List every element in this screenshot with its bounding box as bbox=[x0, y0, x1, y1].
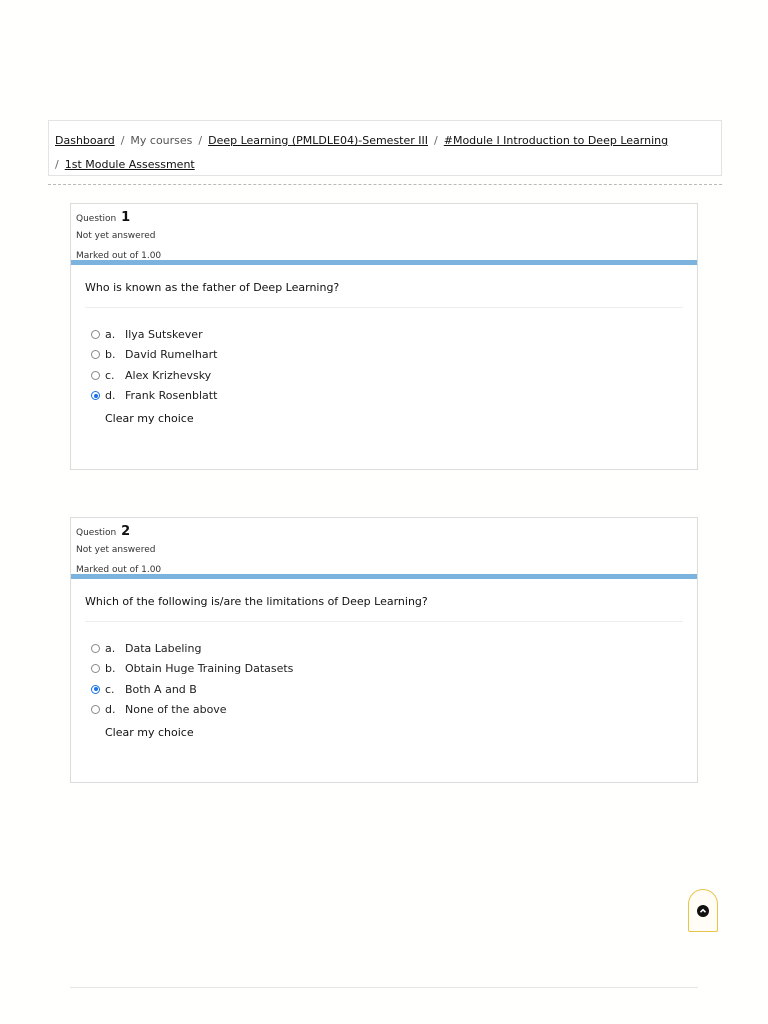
question-card-2 bbox=[70, 517, 698, 783]
answer-label: Obtain Huge Training Datasets bbox=[125, 662, 294, 676]
clear-choice-link[interactable]: Clear my choice bbox=[105, 412, 194, 425]
answer-list bbox=[85, 622, 683, 739]
question-number bbox=[76, 524, 697, 543]
question-state: Not yet answered bbox=[76, 545, 156, 555]
question-num: 1 bbox=[121, 210, 131, 225]
answer-label: None of the above bbox=[125, 703, 227, 717]
breadcrumb-separator: / bbox=[434, 134, 438, 147]
footer-divider bbox=[70, 987, 698, 988]
answer-letter: c. bbox=[105, 368, 115, 382]
answer-letter: a. bbox=[105, 327, 116, 341]
divider bbox=[48, 184, 722, 185]
answer-label: Both A and B bbox=[125, 682, 197, 696]
question-card-1 bbox=[70, 203, 698, 470]
question-num: 2 bbox=[121, 524, 131, 539]
question-info bbox=[71, 518, 697, 579]
breadcrumb bbox=[48, 120, 722, 176]
question-label: Question bbox=[76, 214, 117, 224]
clear-choice-link[interactable]: Clear my choice bbox=[105, 726, 194, 739]
question-text: Which of the following is/are the limitations of Deep Learning? bbox=[85, 579, 683, 622]
breadcrumb-separator: / bbox=[55, 158, 59, 171]
answer-label: Alex Krizhevsky bbox=[125, 368, 212, 382]
answer-letter: c. bbox=[105, 682, 115, 696]
answer-letter: d. bbox=[105, 703, 116, 717]
answer-option[interactable] bbox=[85, 659, 683, 680]
answer-option[interactable] bbox=[85, 365, 683, 386]
radio-button-selected[interactable] bbox=[91, 391, 100, 400]
answer-option[interactable] bbox=[85, 386, 683, 407]
radio-button[interactable] bbox=[91, 371, 100, 380]
question-state: Not yet answered bbox=[76, 231, 156, 241]
answer-list bbox=[85, 308, 683, 425]
answer-letter: b. bbox=[105, 662, 116, 676]
answer-option[interactable] bbox=[85, 345, 683, 366]
answer-option[interactable] bbox=[85, 700, 683, 721]
answer-letter: d. bbox=[105, 389, 116, 403]
radio-button[interactable] bbox=[91, 644, 100, 653]
breadcrumb-dashboard[interactable]: Dashboard bbox=[55, 134, 115, 147]
radio-button-selected[interactable] bbox=[91, 685, 100, 694]
answer-letter: b. bbox=[105, 348, 116, 362]
breadcrumb-separator: / bbox=[198, 134, 203, 147]
answer-label: Ilya Sutskever bbox=[125, 327, 203, 341]
breadcrumb-my-courses: My courses bbox=[130, 134, 193, 147]
answer-option[interactable] bbox=[85, 324, 683, 345]
answer-letter: a. bbox=[105, 641, 116, 655]
answer-label: David Rumelhart bbox=[125, 348, 218, 362]
breadcrumb-assessment[interactable]: 1st Module Assessment bbox=[64, 158, 195, 171]
radio-button[interactable] bbox=[91, 330, 100, 339]
back-to-top-button[interactable] bbox=[688, 889, 718, 932]
question-text: Who is known as the father of Deep Learning? bbox=[85, 265, 683, 308]
answer-option[interactable] bbox=[85, 638, 683, 659]
answer-label: Frank Rosenblatt bbox=[125, 389, 218, 403]
answer-option[interactable] bbox=[85, 679, 683, 700]
answer-label: Data Labeling bbox=[125, 641, 202, 655]
question-grade: Marked out of 1.00 bbox=[76, 251, 162, 261]
radio-button[interactable] bbox=[91, 350, 100, 359]
radio-button[interactable] bbox=[91, 705, 100, 714]
question-label: Question bbox=[76, 528, 117, 538]
breadcrumb-course[interactable]: Deep Learning (PMLDLE04)-Semester III bbox=[208, 134, 429, 147]
chevron-up-circle-icon bbox=[697, 905, 709, 917]
question-info bbox=[71, 204, 697, 265]
radio-button[interactable] bbox=[91, 664, 100, 673]
breadcrumb-module[interactable]: #Module I Introduction to Deep Learning bbox=[443, 134, 669, 147]
breadcrumb-separator: / bbox=[120, 134, 125, 147]
question-number bbox=[76, 210, 697, 229]
question-grade: Marked out of 1.00 bbox=[76, 565, 162, 575]
